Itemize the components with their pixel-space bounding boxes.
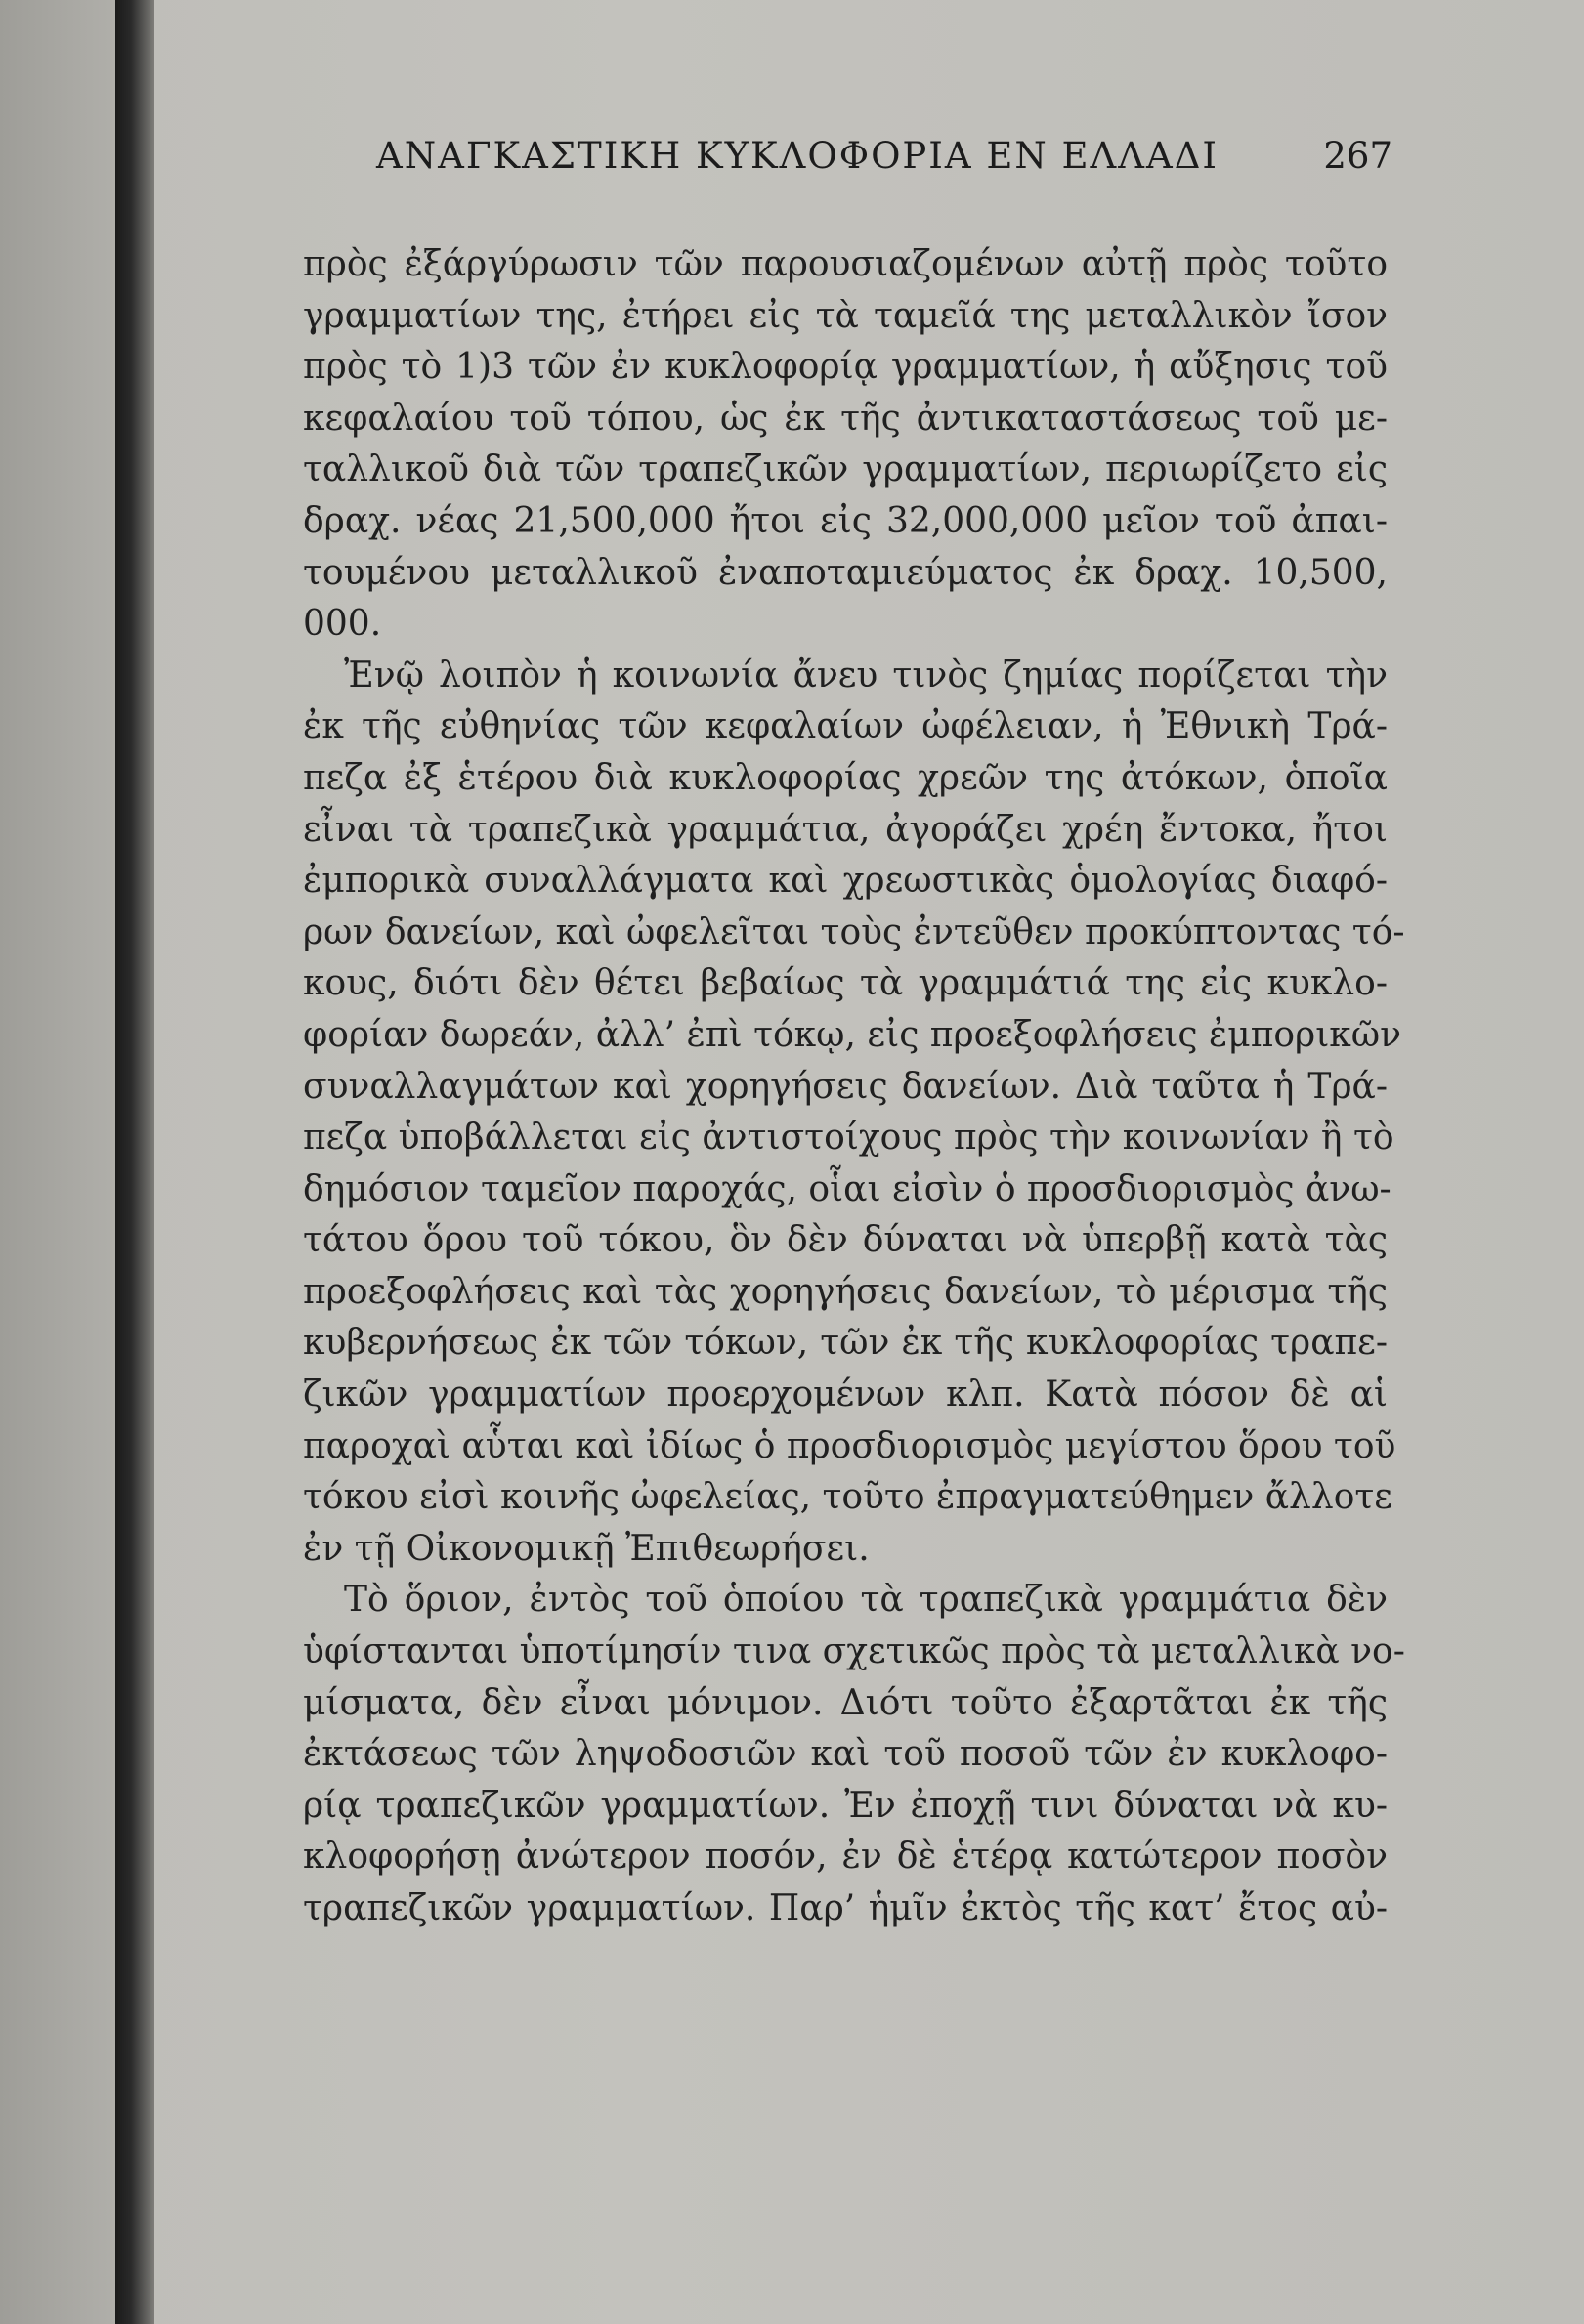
text-line: εἶναι τὰ τραπεζικὰ γραμμάτια, ἀγοράζει χρέη ἔντοκα, ἤτοι — [303, 809, 1388, 850]
text-line: κυβερνήσεως ἐκ τῶν τόκων, τῶν ἐκ τῆς κυκλοφορίας τραπε- — [303, 1323, 1388, 1364]
running-head: ΑΝΑΓΚΑΣΤΙΚΗ ΚΥΚΛΟΦΟΡΙΑ ΕΝ ΕΛΛΑΔΙ — [376, 135, 1220, 177]
text-line: Ἐνῷ λοιπὸν ἡ κοινωνία ἄνευ τινὸς ζημίας πορίζεται τὴν — [344, 655, 1388, 696]
text-line: ρων δανείων, καὶ ὠφελεῖται τοὺς ἐντεῦθεν προκύπτοντας τό- — [303, 911, 1405, 952]
text-line: ἐμπορικὰ συναλλάγματα καὶ χρεωστικὰς ὁμολογίας διαφό- — [303, 861, 1388, 902]
text-line: προεξοφλήσεις καὶ τὰς χορηγήσεις δανείων, τὸ μέρισμα τῆς — [303, 1271, 1388, 1312]
text-line: κους, διότι δὲν θέτει βεβαίως τὰ γραμμάτιά της εἰς κυκλο- — [303, 963, 1388, 1004]
text-line: δημόσιον ταμεῖον παροχάς, οἷαι εἰσὶν ὁ προσδιορισμὸς ἀνω- — [303, 1168, 1391, 1209]
text-line: δραχ. νέας 21,500,000 ἤτοι εἰς 32,000,000 μεῖον τοῦ ἀπαι- — [303, 500, 1388, 541]
text-line: πεζα ὑποβάλλεται εἰς ἀντιστοίχους πρὸς τὴν κοινωνίαν ἢ τὸ — [303, 1118, 1394, 1159]
text-line: συναλλαγμάτων καὶ χορηγήσεις δανείων. Διὰ ταῦτα ἡ Τρά- — [303, 1066, 1388, 1107]
text-line: ρίᾳ τραπεζικῶν γραμματίων. Ἐν ἐποχῇ τινι δύναται νὰ κυ- — [303, 1785, 1388, 1826]
text-line: κεφαλαίου τοῦ τόπου, ὡς ἐκ τῆς ἀντικαταστάσεως τοῦ με- — [303, 398, 1388, 439]
text-line: τραπεζικῶν γραμματίων. Παρ’ ἡμῖν ἐκτὸς τῆς κατ’ ἔτος αὐ- — [303, 1888, 1388, 1928]
text-line: γραμματίων της, ἐτήρει εἰς τὰ ταμεῖά της μεταλλικὸν ἴσον — [303, 295, 1388, 336]
text-line: ταλλικοῦ διὰ τῶν τραπεζικῶν γραμματίων, περιωρίζετο εἰς — [303, 449, 1388, 490]
text-line: παροχαὶ αὗται καὶ ἰδίως ὁ προσδιορισμὸς μεγίστου ὅρου τοῦ — [303, 1425, 1396, 1466]
facing-page-edge — [0, 0, 115, 2324]
text-line: ἐν τῇ Οἰκονομικῇ Ἐπιθεωρήσει. — [303, 1528, 870, 1569]
text-line: ἐκτάσεως τῶν ληψοδοσιῶν καὶ τοῦ ποσοῦ τῶν ἐν κυκλοφο- — [303, 1734, 1388, 1775]
text-line: πεζα ἐξ ἑτέρου διὰ κυκλοφορίας χρεῶν της ἀτόκων, ὁποῖα — [303, 757, 1388, 798]
text-line: ὑφίστανται ὑποτίμησίν τινα σχετικῶς πρὸς τὰ μεταλλικὰ νο- — [303, 1631, 1405, 1672]
text-line: φορίαν δωρεάν, ἀλλ’ ἐπὶ τόκῳ, εἰς προεξοφλήσεις ἐμπορικῶν — [303, 1014, 1402, 1055]
text-line: τουμένου μεταλλικοῦ ἐναποταμιεύματος ἐκ δραχ. 10,500, — [303, 552, 1388, 593]
page-header — [376, 135, 1392, 193]
page-number: 267 — [1323, 135, 1392, 177]
text-line: πρὸς ἐξάργύρωσιν τῶν παρουσιαζομένων αὐτῇ πρὸς τοῦτο — [303, 244, 1388, 284]
text-line: τάτου ὅρου τοῦ τόκου, ὃν δὲν δύναται νὰ ὑπερβῇ κατὰ τὰς — [303, 1220, 1388, 1261]
text-line: τόκου εἰσὶ κοινῆς ὠφελείας, τοῦτο ἐπραγματεύθημεν ἄλλοτε — [303, 1477, 1392, 1518]
text-line: κλοφορήσῃ ἀνώτερον ποσόν, ἐν δὲ ἑτέρᾳ κατώτερον ποσὸν — [303, 1837, 1388, 1878]
text-line: 000. — [303, 604, 382, 645]
text-line: μίσματα, δὲν εἶναι μόνιμον. Διότι τοῦτο ἐξαρτᾶται ἐκ τῆς — [303, 1682, 1388, 1723]
body-text — [303, 239, 1405, 1935]
book-gutter — [115, 0, 154, 2324]
text-line: Τὸ ὅριον, ἐντὸς τοῦ ὁποίου τὰ τραπεζικὰ γραμμάτια δὲν — [344, 1580, 1388, 1621]
text-line: ζικῶν γραμματίων προερχομένων κλπ. Κατὰ πόσον δὲ αἱ — [303, 1374, 1388, 1416]
text-line: ἐκ τῆς εὐθηνίας τῶν κεφαλαίων ὠφέλειαν, ἡ Ἐθνικὴ Τρά- — [303, 706, 1388, 747]
text-line: πρὸς τὸ 1)3 τῶν ἐν κυκλοφορίᾳ γραμματίων, ἡ αὔξησις τοῦ — [303, 347, 1388, 388]
